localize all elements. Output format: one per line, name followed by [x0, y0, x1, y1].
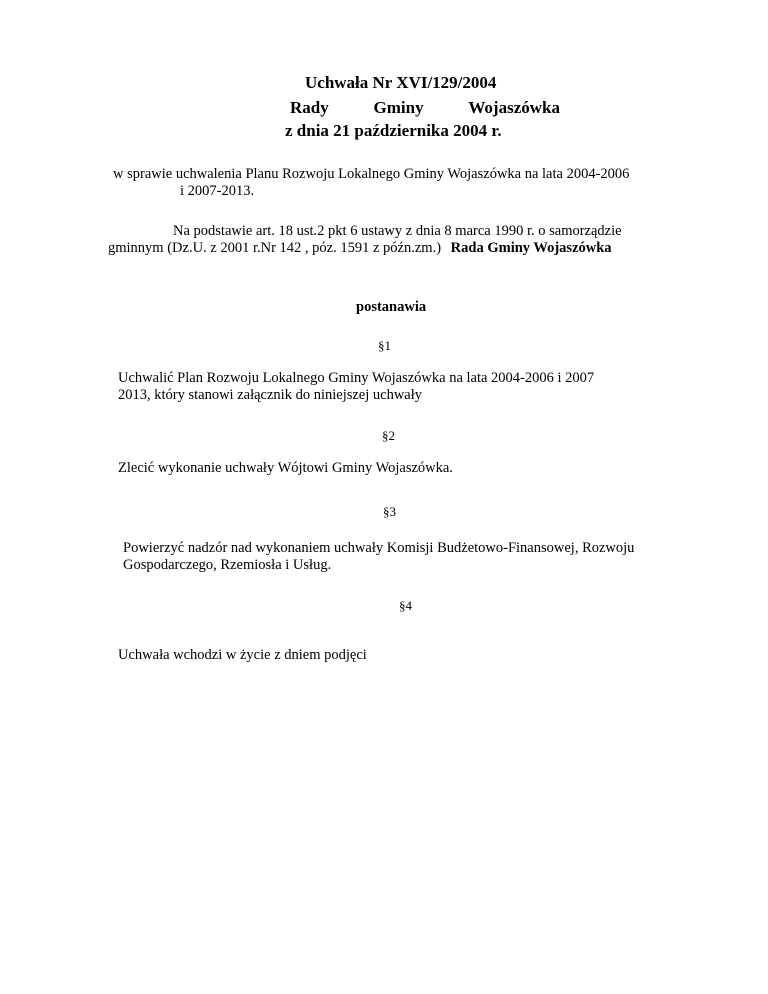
legal-basis-council: Rada Gminy Wojaszówka [450, 240, 612, 256]
section-mark-1: §1 [378, 338, 391, 353]
section-4-line-1: Uchwała wchodzi w życie z dniem podjęci [118, 647, 367, 663]
legal-basis-line-2 [108, 240, 612, 257]
legal-basis-citation: gminnym (Dz.U. z 2001 r.Nr 142 , póz. 1591 z późn.zm.) [108, 240, 442, 256]
resolution-number: Uchwała Nr XVI/129/2004 [305, 73, 497, 92]
section-mark-2: §2 [382, 428, 395, 443]
legal-basis-line-1: Na podstawie art. 18 ust.2 pkt 6 ustawy z dnia 8 marca 1990 r. o samorządzie [173, 223, 622, 239]
resolves-heading: postanawia [356, 299, 427, 315]
section-2-line-1: Zlecić wykonanie uchwały Wójtowi Gminy Wojaszówka. [118, 460, 453, 476]
subject-line-1: w sprawie uchwalenia Planu Rozwoju Lokalnego Gminy Wojaszówka na lata 2004-2006 [113, 166, 630, 182]
council-name [290, 98, 560, 118]
section-mark-4: §4 [399, 598, 412, 613]
council-word-rady: Rady [290, 98, 329, 117]
council-word-gminy: Gminy [373, 98, 424, 117]
council-word-wojaszowka: Wojaszówka [468, 98, 560, 117]
section-3-line-2: Gospodarczego, Rzemiosła i Usług. [123, 557, 332, 573]
section-1-line-1: Uchwalić Plan Rozwoju Lokalnego Gminy Wojaszówka na lata 2004-2006 i 2007 [118, 370, 595, 386]
subject-line-2: i 2007-2013. [180, 183, 255, 199]
resolution-date: z dnia 21 października 2004 r. [285, 121, 502, 140]
section-1-line-2: 2013, który stanowi załącznik do niniejszej uchwały [118, 387, 423, 403]
section-mark-3: §3 [383, 504, 396, 519]
section-3-line-1: Powierzyć nadzór nad wykonaniem uchwały Komisji Budżetowo-Finansowej, Rozwoju [123, 540, 635, 556]
